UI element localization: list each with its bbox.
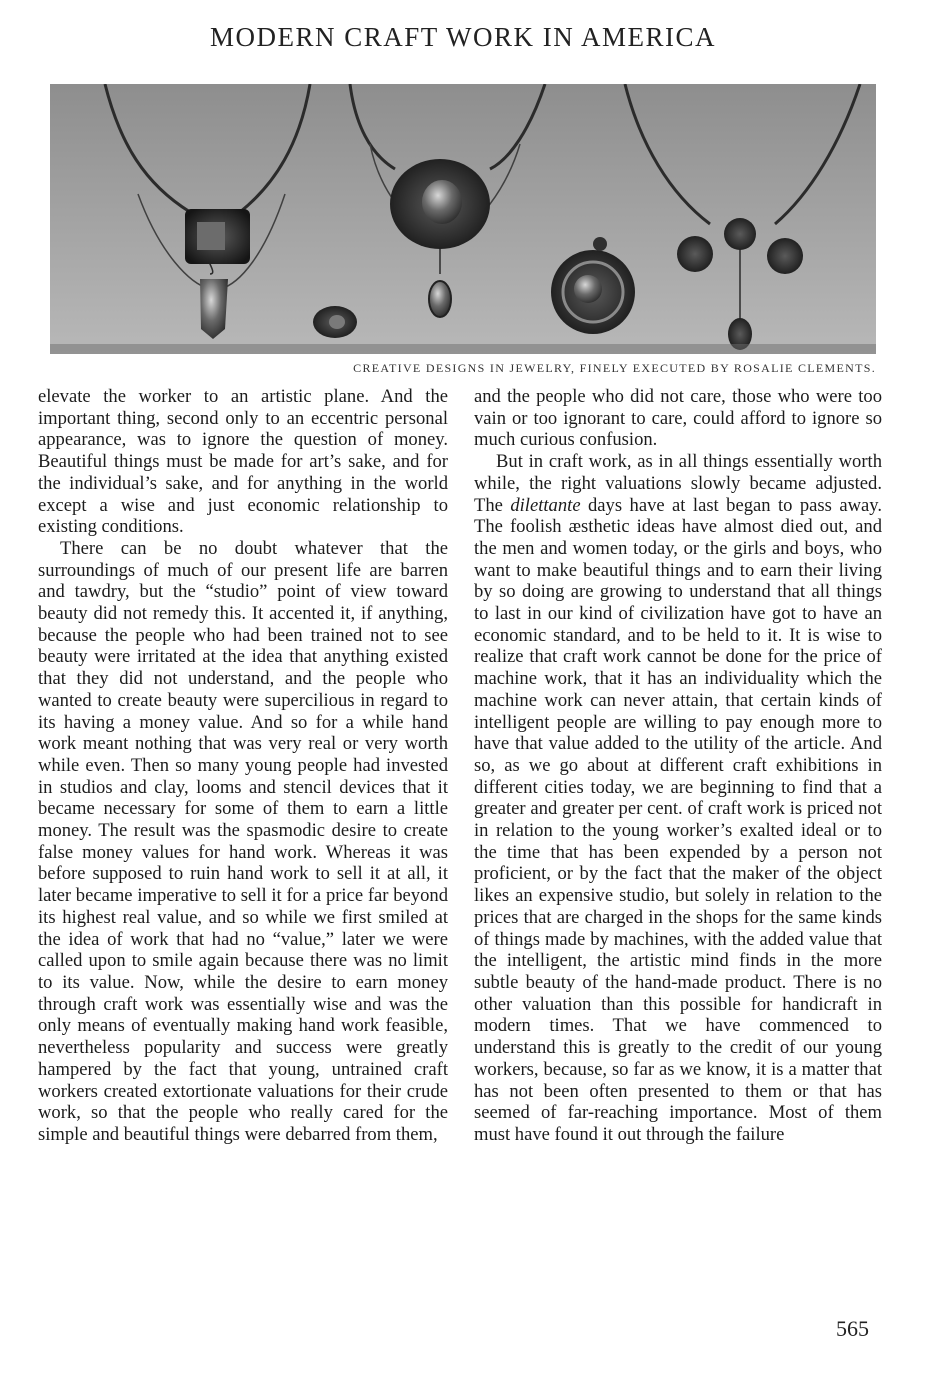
page-number: 565: [836, 1316, 869, 1341]
left-paragraph-2: There can be no doubt whatever that the surroundings of much of our present life are barren and tawdry, but the “studio” point of view toward beauty did not remedy this. It accented it, if anything, because the people who had been trained not to see beauty were irritated at the idea that anything existed that they did not understand, and the people who wanted to create beauty were supercilious in regard to its having a money value. And so for a while hand work meant nothing that was very real or very worth while even. Then so many young people had invested in studios and clay, looms and stencil devices that it became necessary for some of them to earn a little money. The result was the spasmodic desire to create false money values for hand work. Whereas it was before supposed to ruin hand work to sell it at all, it later became imperative to sell it for a price far beyond its highest real value, and so while we first smiled at the idea of work that had no “value,” later we were called upon to smile again because there was no limit to its value. Now, while the desire to earn money through craft work was essentially wise and was the only means of eventually making hand work feasible, nevertheless popularity and success were greatly hampered by the fact that young, untrained craft workers created extortionate valuations for their crude work, so that the people who really cared for the simple and beautiful things were debarred from them,: [38, 537, 448, 1145]
left-paragraph-1: elevate the worker to an artistic plane. And the important thing, second only to an eccentric personal appearance, was to ignore the question of money. Beautiful things must be made for art’s sake, and for the individual’s sake, and for anything in the world except a wise and just economic relationship to existing conditions.: [38, 386, 448, 538]
right-paragraph-2-start: But in craft work, as in all things essentially worth while, the right valuations slowly became adjusted. The: [474, 451, 882, 516]
jewelry-plate: [50, 84, 876, 354]
right-paragraph-2: [474, 451, 882, 1146]
small-brooch: [313, 306, 357, 338]
italic-term: dilettante: [510, 494, 581, 516]
running-head: MODERN CRAFT WORK IN AMERICA: [209, 22, 717, 52]
figure-caption: CREATIVE DESIGNS IN JEWELRY, FINELY EXECUTED BY ROSALIE CLEMENTS.: [353, 361, 876, 375]
left-column: [38, 386, 448, 1146]
right-paragraph-1: and the people who did not care, those who were too vain or too ignorant to care, could afford to ignore so much curious confusion.: [474, 386, 882, 451]
right-column: [474, 386, 882, 1146]
right-paragraph-2-rest: days have at last began to pass away. The foolish æsthetic ideas have almost died out, and the men and women today, or the girls and boys, who want to make beautiful things and to earn their living by so doing are growing to understand that all things to last in our kind of civilization have got to have an economic standard, and to be held to it. It is wise to realize that craft work cannot be done for the price of machine work, that it has an individuality which the machine work can never attain, that certain kinds of intelligent people are willing to pay enough more to have that value added to the utility of the article. And so, as we go about at different craft exhibitions in different cities today, we are beginning to find that a greater and greater per cent. of craft work is priced not in relation to the young worker’s exalted ideal or to the time that has been expended by a person not proficient, or by the fact that the maker of the object likes an expensive studio, but solely in relation to the prices that are charged in the shops for the same kinds of things made by machines, with the added value that the intelligent, the artistic mind finds in the more subtle beauty of the hand-made product. There is no other valuation than this possible for handicraft in modern times. That we have commenced to understand this is greatly to the credit of our young workers, because, so far as we know, it is a matter that has not been often presented to them or that has seemed of far-reaching importance. Most of them must have found it out through the failure: [474, 494, 882, 1145]
